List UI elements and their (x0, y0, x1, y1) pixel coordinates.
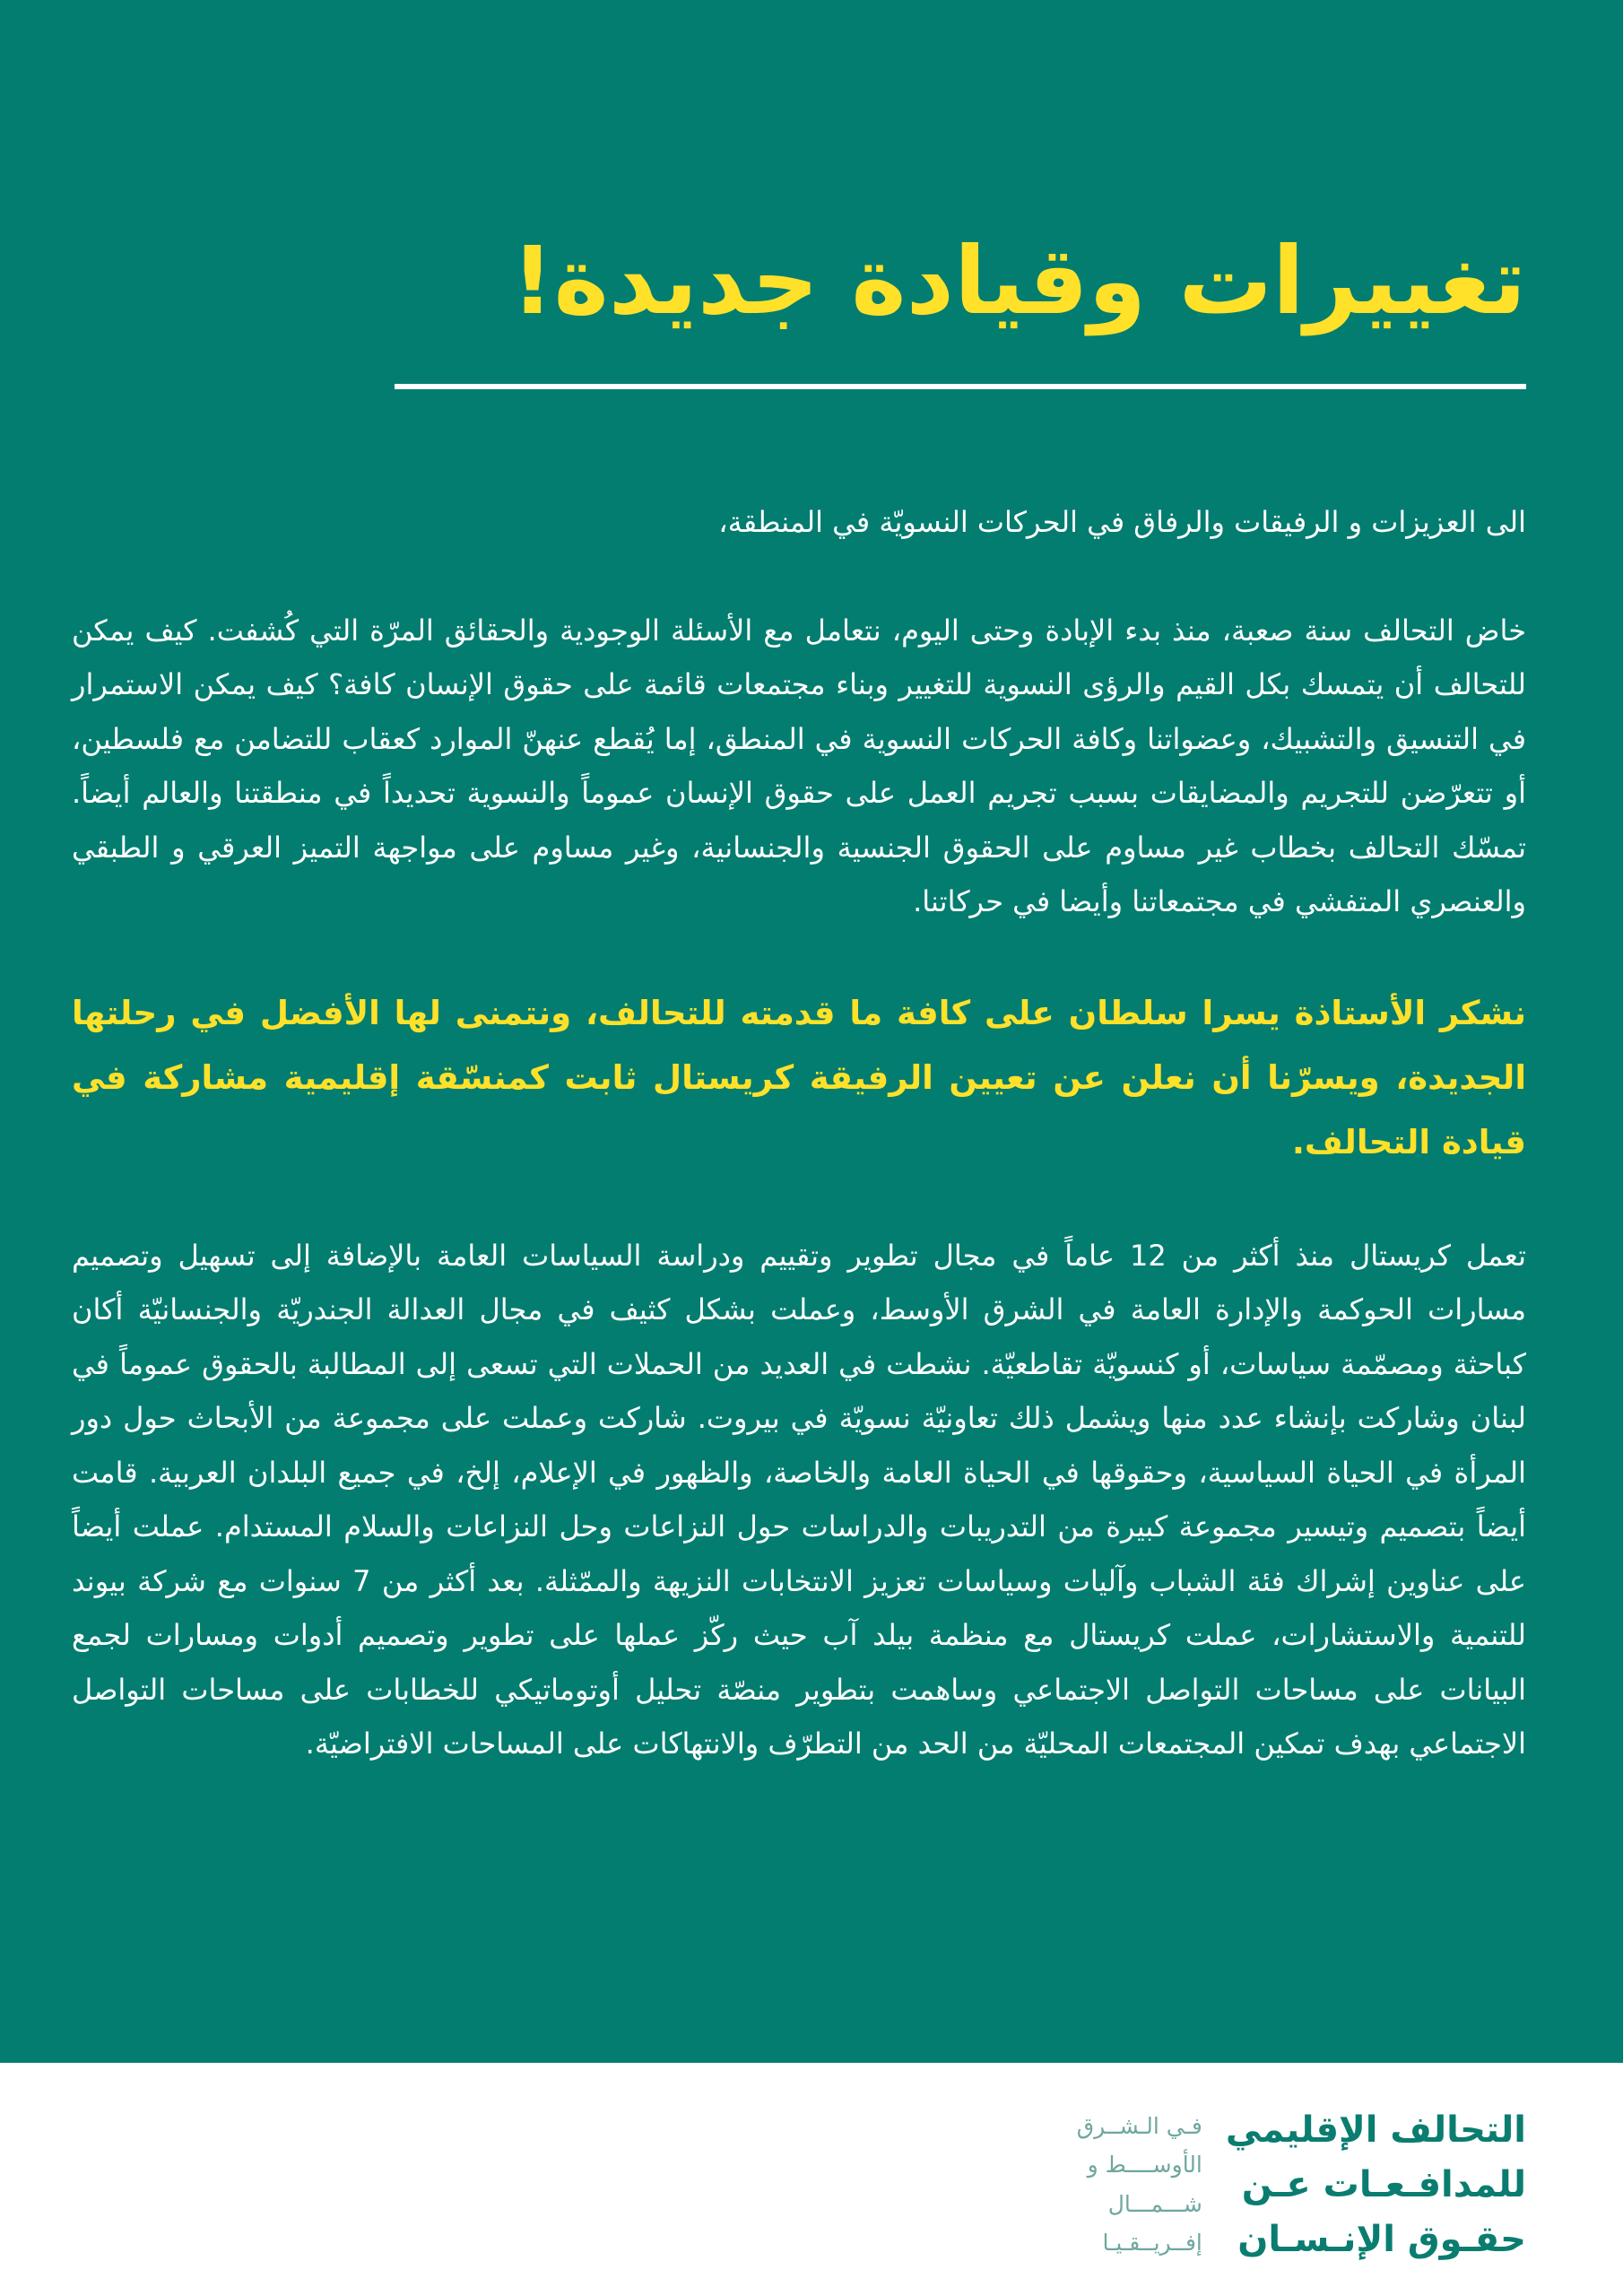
logo-sub-3: شـــمـــال (1107, 2190, 1202, 2217)
organization-logo (1077, 2104, 1526, 2266)
logo-sub-4: إفــريــقـيـا (1102, 2229, 1202, 2256)
logo-line-2: للمدافـعـات عـن (1241, 2164, 1526, 2205)
letter-content (72, 495, 1526, 1771)
logo-sub-2: الأوســــط و (1087, 2152, 1202, 2179)
logo-wordmark (1226, 2104, 1526, 2266)
logo-region-text (1077, 2108, 1202, 2262)
logo-line-1: التحالف الإقليمي (1225, 2109, 1526, 2151)
greeting-paragraph: الى العزيزات و الرفيقات والرفاق في الحركات النسويّة في المنطقة، (718, 505, 1526, 539)
logo-sub-1: فـي الـشــرق (1076, 2113, 1202, 2139)
page-title: تغييرات وقيادة جديدة! (511, 226, 1526, 335)
footer (0, 2063, 1623, 2296)
bio-paragraph: تعمل كريستال منذ أكثر من 12 عاماً في مجال تطوير وتقييم ودراسة السياسات العامة بالإضافة إلى تسهيل وتصميم مسارات الحوكمة والإدارة العامة في الشرق الأوسط، وعملت بشكل كثيف في مجال العدالة الجندريّة والجنسانيّة أكان كباحثة ومصمّمة سياسات، أو كنسويّة تقاطعيّة. نشطت في العديد من الحملات التي تسعى إلى المطالبة بالحقوق عموماً في لبنان وشاركت بإنشاء عدد منها ويشمل ذلك تعاونيّة نسويّة في بيروت. شاركت وعملت على مجموعة من الأبحاث حول دور المرأة في الحياة السياسية، وحقوقها في الحياة العامة والخاصة، والظهور في الإعلام، إلخ، في جميع البلدان العربية. قامت أيضاً بتصميم وتيسير مجموعة كبيرة من التدريبات والدراسات حول النزاعات وحل النزاعات والسلام المستدام. عملت أيضاً على عناوين إشراك فئة الشباب وآليات وسياسات تعزيز الانتخابات النزيهة والممّثلة. بعد أكثر من 7 سنوات مع شركة بيوند للتنمية والاستشارات، عملت كريستال مع منظمة بيلد آب حيث ركّز عملها على تطوير وتصميم أدوات ومسارات لجمع البيانات على مساحات التواصل الاجتماعي وساهمت بتطوير منصّة تحليل أوتوماتيكي للخطابات على مساحات التواصل الاجتماعي بهدف تمكين المجتمعات المحليّة من الحد من التطرّف والانتهاكات على المساحات الافتراضيّة. (72, 1238, 1527, 1761)
intro-paragraph: خاض التحالف سنة صعبة، منذ بدء الإبادة وحتى اليوم، نتعامل مع الأسئلة الوجودية والحقائق المرّة التي كُشفت. كيف يمكن للتحالف أن يتمسك بكل القيم والرؤى النسوية للتغيير وبناء مجتمعات قائمة على حقوق الإنسان كافة؟ كيف يمكن الاستمرار في التنسيق والتشبيك، وعضواتنا وكافة الحركات النسوية في المنطق، إما يُقطع عنهنّ الموارد كعقاب للتضامن مع فلسطين، أو تتعرّضن للتجريم والمضايقات بسبب تجريم العمل على حقوق الإنسان عموماً والنسوية تحديداً في منطقتنا والعالم أيضاً. تمسّك التحالف بخطاب غير مساوم على الحقوق الجنسية والجنسانية، وغير مساوم على مواجهة التميز العرقي و الطبقي والعنصري المتفشي في مجتمعاتنا وأيضا في حركاتنا. (72, 613, 1526, 918)
announcement-paragraph: نشكر الأستاذة يسرا سلطان على كافة ما قدمته للتحالف، ونتمنى لها الأفضل في رحلتها الجديدة، ويسرّنا أن نعلن عن تعيين الرفيقة كريستال ثابت كمنسّقة إقليمية مشاركة في قيادة التحالف. (72, 993, 1526, 1161)
title-divider (395, 384, 1526, 389)
logo-line-3: حقـوق الإنـسـان (1237, 2219, 1526, 2260)
